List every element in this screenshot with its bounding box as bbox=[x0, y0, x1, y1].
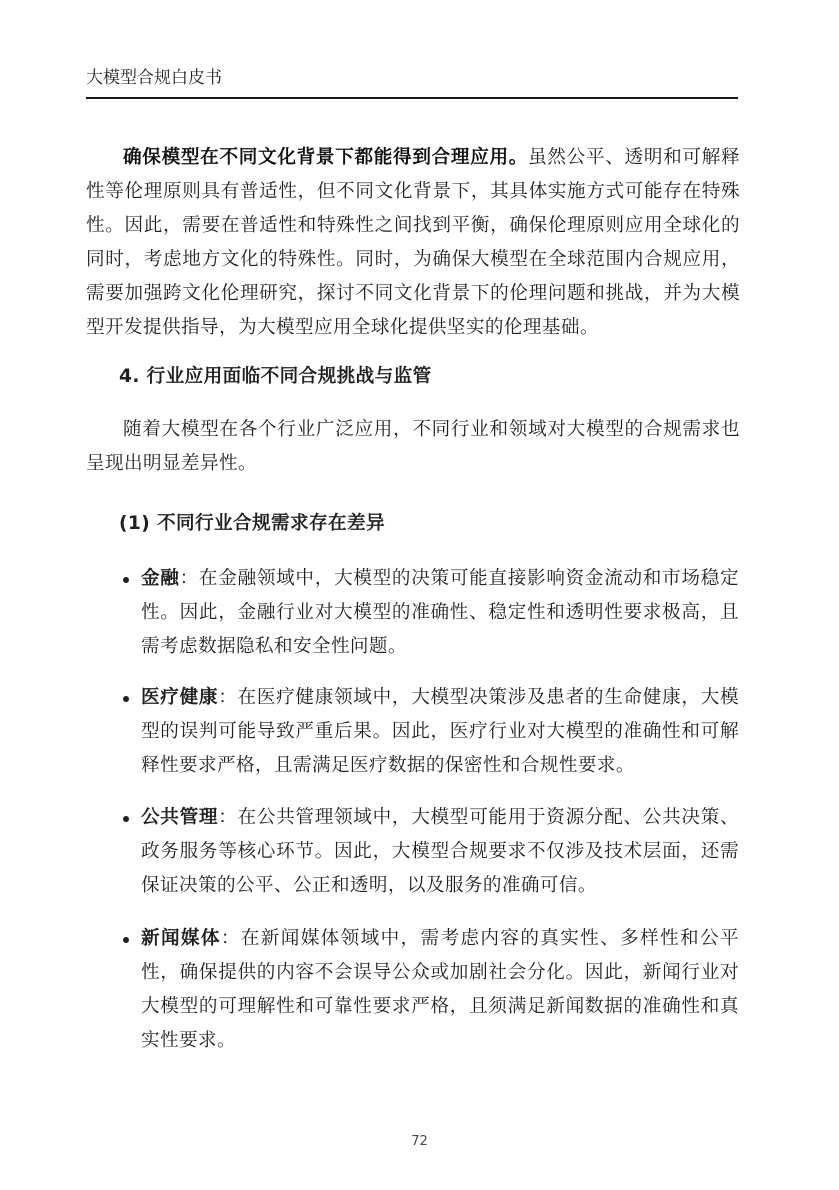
header-divider bbox=[86, 97, 738, 99]
list-item: 金融：在金融领域中，大模型的决策可能直接影响资金流动和市场稳定性。因此，金融行业对大模型的准确性、稳定性和透明性要求极高，且需考虑数据隐私和安全性问题。 bbox=[119, 562, 739, 664]
list-item-text: 在金融领域中，大模型的决策可能直接影响资金流动和市场稳定性。因此，金融行业对大模型的准确性、稳定性和透明性要求极高，且需考虑数据隐私和安全性问题。 bbox=[141, 568, 740, 657]
list-item-term: 新闻媒体 bbox=[141, 928, 221, 949]
list-item-term: 公共管理 bbox=[141, 807, 219, 828]
list-item: 医疗健康：在医疗健康领域中，大模型决策涉及患者的生命健康，大模型的误判可能导致严重后果。因此，医疗行业对大模型的准确性和可解释性要求严格，且需满足医疗数据的保密性和合规性要求。 bbox=[119, 681, 739, 783]
list-item: 公共管理：在公共管理领域中，大模型可能用于资源分配、公共决策、政务服务等核心环节。因此，大模型合规要求不仅涉及技术层面，还需保证决策的公平、公正和透明，以及服务的准确可信。 bbox=[119, 801, 739, 903]
running-header: 大模型合规白皮书 bbox=[86, 68, 222, 88]
intro-body: 虽然公平、透明和可解释性等伦理原则具有普适性，但不同文化背景下，其具体实施方式可能存在特殊性。因此，需要在普适性和特殊性之间找到平衡，确保伦理原则应用全球化的同时，考虑地方文化的特殊性。同时，为确保大模型在全球范围内合规应用，需要加强跨文化伦理研究，探讨不同文化背景下的伦理问题和挑战，并为大模型开发提供指导，为大模型应用全球化提供坚实的伦理基础。 bbox=[86, 147, 740, 338]
list-item: 新闻媒体：在新闻媒体领域中，需考虑内容的真实性、多样性和公平性，确保提供的内容不会误导公众或加剧社会分化。因此，新闻行业对大模型的可理解性和可靠性要求严格，且须满足新闻数据的准确性和真实性要求。 bbox=[119, 922, 739, 1058]
list-item-text: 在公共管理领域中，大模型可能用于资源分配、公共决策、政务服务等核心环节。因此，大模型合规要求不仅涉及技术层面，还需保证决策的公平、公正和透明，以及服务的准确可信。 bbox=[141, 807, 739, 896]
list-item-term: 医疗健康 bbox=[141, 687, 219, 708]
bullet-icon bbox=[123, 577, 129, 583]
bullet-icon bbox=[123, 937, 129, 943]
page-number: 72 bbox=[411, 1134, 428, 1149]
bullet-icon bbox=[123, 696, 129, 702]
intro-lead: 确保模型在不同文化背景下都能得到合理应用。 bbox=[123, 147, 529, 168]
intro-paragraph bbox=[86, 141, 740, 345]
list-item-term: 金融 bbox=[141, 568, 180, 589]
list-item-text: 在医疗健康领域中，大模型决策涉及患者的生命健康，大模型的误判可能导致严重后果。因此，医疗行业对大模型的准确性和可解释性要求严格，且需满足医疗数据的保密性和合规性要求。 bbox=[141, 687, 739, 776]
section-paragraph: 随着大模型在各个行业广泛应用，不同行业和领域对大模型的合规需求也呈现出明显差异性。 bbox=[86, 419, 740, 474]
subsection-heading: (1) 不同行业合规需求存在差异 bbox=[119, 513, 385, 534]
list-item-text: 在新闻媒体领域中，需考虑内容的真实性、多样性和公平性，确保提供的内容不会误导公众或加剧社会分化。因此，新闻行业对大模型的可理解性和可靠性要求严格，且须满足新闻数据的准确性和真实性要求。 bbox=[141, 928, 739, 1051]
section-heading: 4. 行业应用面临不同合规挑战与监管 bbox=[119, 366, 432, 387]
bullet-icon bbox=[123, 816, 129, 822]
